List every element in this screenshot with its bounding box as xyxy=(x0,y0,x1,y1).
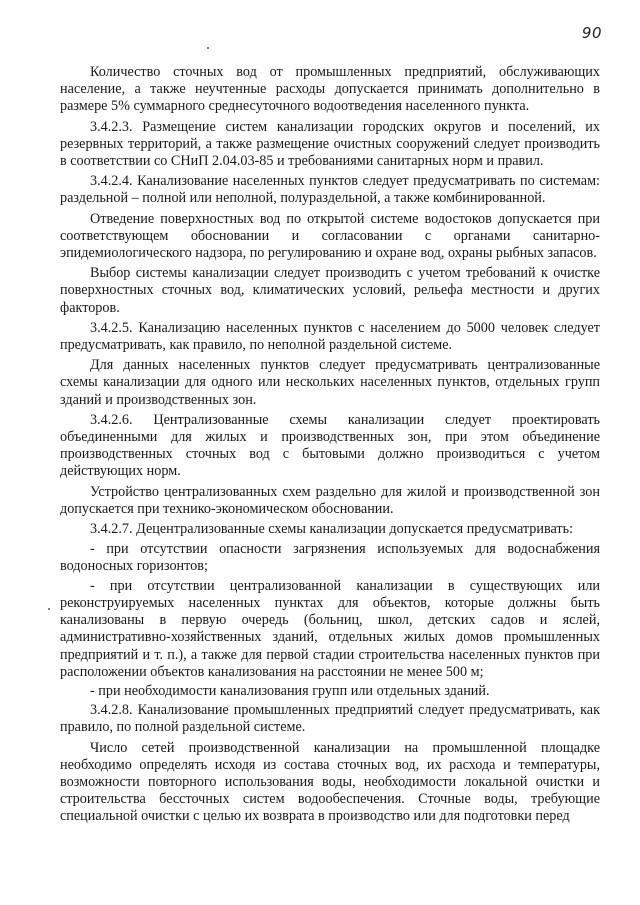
paragraph: 3.4.2.8. Канализование промышленных предприятий следует предусматривать, как правило, по полной раздельной системе. xyxy=(60,702,600,736)
paragraph: Количество сточных вод от промышленных предприятий, обслуживающих население, а также неучтенные расходы допускается принимать дополнительно в размере 5% суммарного среднесуточного водоотведения населенного пункта. xyxy=(60,64,600,115)
paragraph: 3.4.2.6. Централизованные схемы канализации следует проектировать объединенными для жилых и производственных зон, при этом объединение производственных сточных вод с бытовыми должно производиться с учетом действующих норм. xyxy=(60,411,600,480)
paragraph: 3.4.2.3. Размещение систем канализации городских округов и поселений, их резервных территорий, а также размещение очистных сооружений следует производить в соответствии со СНиП 2.04.03-85 и требованиями санитарных норм и правил. xyxy=(60,118,600,170)
scan-speck xyxy=(207,47,209,49)
list-item: - при отсутствии опасности загрязнения используемых для водоснабжения водоносных горизонтов; xyxy=(60,541,600,575)
paragraph: Число сетей производственной канализации на промышленной площадке необходимо определять исходя из состава сточных вод, их расхода и температуры, возможности повторного использования воды, необходимости локальной очистки и строительства бессточных систем водообеспечения. Сточные воды, требующие специальной очистки с целью их возврата в производство или для подготовки перед xyxy=(60,739,600,825)
paragraph: 3.4.2.4. Канализование населенных пунктов следует предусматривать по системам: раздельной – полной или неполной, полураздельной, а также комбинированной. xyxy=(60,173,600,207)
paragraph: Отведение поверхностных вод по открытой системе водостоков допускается при соответствующем обосновании и согласовании с органами санитарно-эпидемиологического надзора, по регулированию и охране вод, охраны рыбных запасов. xyxy=(60,210,600,262)
document-body xyxy=(60,64,600,829)
list-item: - при необходимости канализования групп или отдельных зданий. xyxy=(90,682,490,699)
paragraph: Выбор системы канализации следует производить с учетом требований к очистке поверхностных сточных вод, климатических условий, рельефа местности и других факторов. xyxy=(60,265,600,316)
paragraph: 3.4.2.5. Канализацию населенных пунктов с населением до 5000 человек следует предусматривать, как правило, по неполной раздельной системе. xyxy=(60,319,600,354)
page-number: 90 xyxy=(581,24,602,42)
scan-speck xyxy=(48,608,50,610)
paragraph: Для данных населенных пунктов следует предусматривать централизованные схемы канализации для одного или нескольких населенных пунктов, отдельных групп зданий и производственных зон. xyxy=(60,357,600,408)
paragraph: Устройство централизованных схем раздельно для жилой и производственной зон допускается при технико-экономическом обосновании. xyxy=(60,483,600,517)
list-item: - при отсутствии централизованной канализации в существующих или реконструируемых населенных пунктах для объектов, которые должны быть канализованы в первую очередь (больниц, школ, детских садов и яслей, административно-хозяйственных зданий, отдельных жилых домов промышленных предприятий и т. п.), а также для первой стадии строительства населенных пунктов при расположении объектов канализования на расстоянии не менее 500 м; xyxy=(60,577,600,680)
paragraph: 3.4.2.7. Децентрализованные схемы канализации допускается предусматривать: xyxy=(90,521,574,538)
